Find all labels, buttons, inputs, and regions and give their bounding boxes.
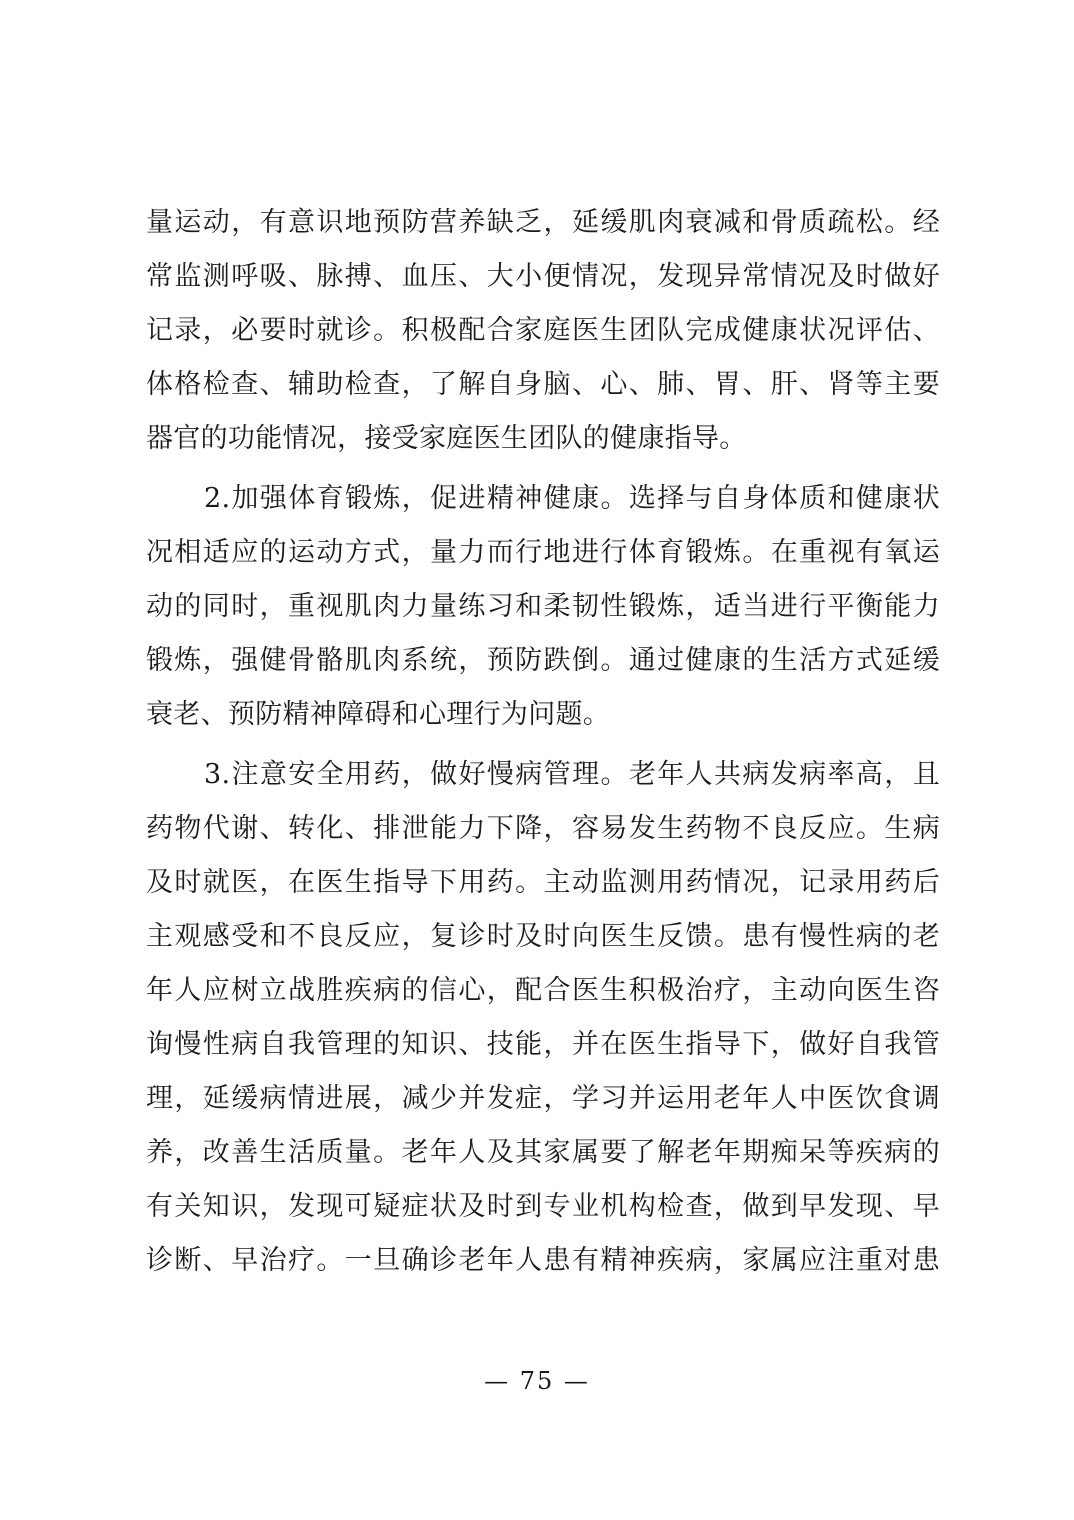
paragraph-2: [146, 472, 940, 742]
text-line: 询慢性病自我管理的知识、技能，并在医生指导下，做好自我管: [146, 1029, 940, 1060]
text-line: 2.加强体育锻炼，促进精神健康。选择与自身体质和健康状: [204, 483, 940, 514]
text-line: 及时就医，在医生指导下用药。主动监测用药情况，记录用药后: [146, 867, 940, 898]
paragraph-3: [146, 748, 940, 1288]
text-line: 量运动，有意识地预防营养缺乏，延缓肌肉衰减和骨质疏松。经: [146, 207, 940, 238]
text-line: 年人应树立战胜疾病的信心，配合医生积极治疗，主动向医生咨: [146, 975, 940, 1006]
paragraph-1: [146, 196, 940, 466]
text-line: 记录，必要时就诊。积极配合家庭医生团队完成健康状况评估、: [146, 315, 940, 346]
text-line: 理，延缓病情进展，减少并发症，学习并运用老年人中医饮食调: [146, 1083, 940, 1114]
text-line: 衰老、预防精神障碍和心理行为问题。: [146, 699, 611, 730]
text-line: 有关知识，发现可疑症状及时到专业机构检查，做到早发现、早: [146, 1191, 940, 1222]
body-text: [146, 196, 940, 1288]
text-line: 药物代谢、转化、排泄能力下降，容易发生药物不良反应。生病: [146, 813, 940, 844]
text-line: 体格检查、辅助检查，了解自身脑、心、肺、胃、肝、肾等主要: [146, 369, 940, 400]
text-line: 常监测呼吸、脉搏、血压、大小便情况，发现异常情况及时做好: [146, 261, 940, 292]
text-line: 动的同时，重视肌肉力量练习和柔韧性锻炼，适当进行平衡能力: [146, 591, 940, 622]
text-line: 诊断、早治疗。一旦确诊老年人患有精神疾病，家属应注重对患: [146, 1245, 940, 1276]
text-line: 3.注意安全用药，做好慢病管理。老年人共病发病率高，且: [204, 759, 940, 790]
page-number: — 75 —: [484, 1367, 590, 1395]
text-line: 锻炼，强健骨骼肌肉系统，预防跌倒。通过健康的生活方式延缓: [146, 645, 940, 676]
text-line: 器官的功能情况，接受家庭医生团队的健康指导。: [146, 423, 747, 454]
text-line: 况相适应的运动方式，量力而行地进行体育锻炼。在重视有氧运: [146, 537, 940, 568]
text-line: 养，改善生活质量。老年人及其家属要了解老年期痴呆等疾病的: [146, 1137, 940, 1168]
text-line: 主观感受和不良反应，复诊时及时向医生反馈。患有慢性病的老: [146, 921, 940, 952]
